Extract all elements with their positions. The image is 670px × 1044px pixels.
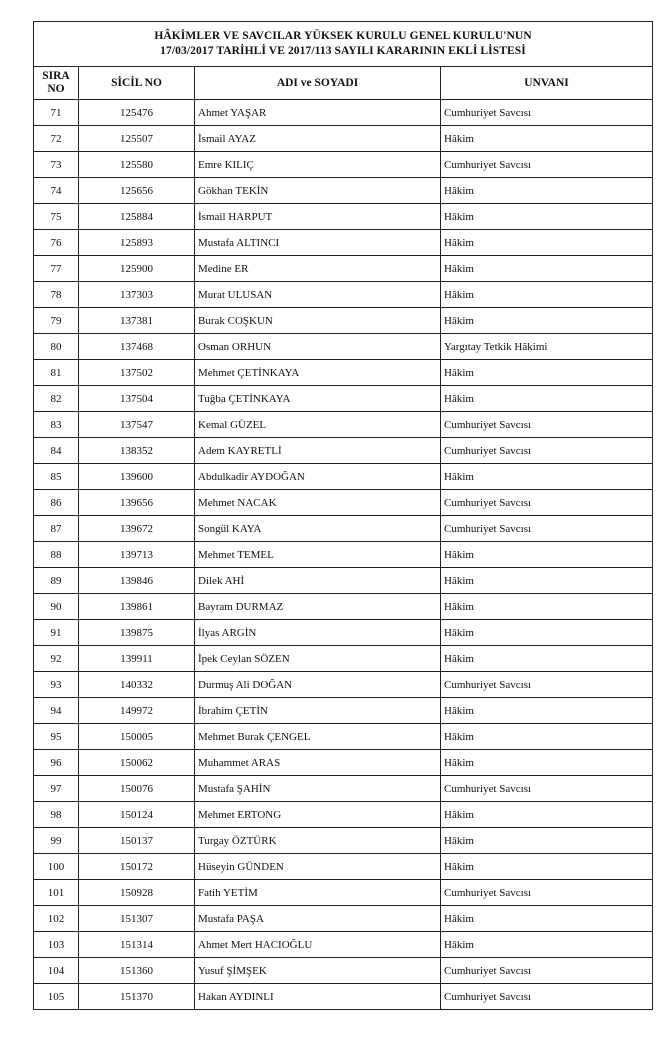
row-sira-no: 79 — [34, 308, 79, 334]
row-sicil-no: 151370 — [79, 984, 195, 1010]
row-name: Durmuş Ali DOĞAN — [195, 672, 441, 698]
document-title — [34, 22, 653, 67]
table-row — [34, 984, 653, 1010]
row-title: Cumhuriyet Savcısı — [441, 152, 653, 178]
row-sira-no: 92 — [34, 646, 79, 672]
row-name: Medine ER — [195, 256, 441, 282]
row-title: Hâkim — [441, 126, 653, 152]
row-sicil-no: 139672 — [79, 516, 195, 542]
row-sira-no: 71 — [34, 100, 79, 126]
table-row — [34, 152, 653, 178]
row-sira-no: 90 — [34, 594, 79, 620]
row-sicil-no: 137303 — [79, 282, 195, 308]
row-title: Hâkim — [441, 360, 653, 386]
table-row — [34, 308, 653, 334]
row-sicil-no: 150076 — [79, 776, 195, 802]
table-row — [34, 568, 653, 594]
row-title: Cumhuriyet Savcısı — [441, 880, 653, 906]
row-title: Cumhuriyet Savcısı — [441, 958, 653, 984]
row-title: Cumhuriyet Savcısı — [441, 438, 653, 464]
table-row — [34, 256, 653, 282]
table-row — [34, 412, 653, 438]
row-name: Songül KAYA — [195, 516, 441, 542]
row-name: Tuğba ÇETİNKAYA — [195, 386, 441, 412]
row-name: Mehmet TEMEL — [195, 542, 441, 568]
table-row — [34, 646, 653, 672]
row-sira-no: 95 — [34, 724, 79, 750]
row-name: Osman ORHUN — [195, 334, 441, 360]
row-sira-no: 76 — [34, 230, 79, 256]
table-row — [34, 230, 653, 256]
row-name: Hüseyin GÜNDEN — [195, 854, 441, 880]
row-name: Mehmet NACAK — [195, 490, 441, 516]
table-row — [34, 360, 653, 386]
personnel-table — [33, 21, 653, 1010]
row-sicil-no: 137468 — [79, 334, 195, 360]
table-row — [34, 776, 653, 802]
title-line-2: 17/03/2017 TARİHLİ VE 2017/113 SAYILI KARARININ EKLİ LİSTESİ — [160, 45, 526, 57]
row-name: Murat ULUSAN — [195, 282, 441, 308]
row-title: Hâkim — [441, 282, 653, 308]
row-name: Ahmet YAŞAR — [195, 100, 441, 126]
row-sira-no: 98 — [34, 802, 79, 828]
table-row — [34, 724, 653, 750]
table-row — [34, 126, 653, 152]
row-sira-no: 103 — [34, 932, 79, 958]
table-row — [34, 542, 653, 568]
row-sicil-no: 149972 — [79, 698, 195, 724]
row-title: Cumhuriyet Savcısı — [441, 490, 653, 516]
row-sira-no: 77 — [34, 256, 79, 282]
row-name: Turgay ÖZTÜRK — [195, 828, 441, 854]
row-name: Mustafa ŞAHİN — [195, 776, 441, 802]
table-row — [34, 880, 653, 906]
table-row — [34, 750, 653, 776]
row-sira-no: 85 — [34, 464, 79, 490]
row-sicil-no: 150005 — [79, 724, 195, 750]
row-sicil-no: 125507 — [79, 126, 195, 152]
row-sicil-no: 139713 — [79, 542, 195, 568]
table-row — [34, 802, 653, 828]
table-row — [34, 516, 653, 542]
row-sira-no: 99 — [34, 828, 79, 854]
row-sira-no: 89 — [34, 568, 79, 594]
row-sira-no: 81 — [34, 360, 79, 386]
row-sira-no: 94 — [34, 698, 79, 724]
table-row — [34, 490, 653, 516]
row-sicil-no: 139600 — [79, 464, 195, 490]
row-name: Mehmet ÇETİNKAYA — [195, 360, 441, 386]
row-sicil-no: 137547 — [79, 412, 195, 438]
row-sira-no: 93 — [34, 672, 79, 698]
row-name: Mustafa PAŞA — [195, 906, 441, 932]
row-sicil-no: 125580 — [79, 152, 195, 178]
row-sicil-no: 137381 — [79, 308, 195, 334]
row-sira-no: 75 — [34, 204, 79, 230]
header-sira-no — [34, 67, 79, 100]
document-page — [33, 21, 652, 1010]
header-sira-line1: SIRA — [42, 70, 70, 82]
row-title: Cumhuriyet Savcısı — [441, 984, 653, 1010]
row-title: Hâkim — [441, 698, 653, 724]
table-row — [34, 828, 653, 854]
table-row — [34, 334, 653, 360]
row-name: İpek Ceylan SÖZEN — [195, 646, 441, 672]
row-sira-no: 82 — [34, 386, 79, 412]
row-sira-no: 78 — [34, 282, 79, 308]
table-row — [34, 672, 653, 698]
row-sicil-no: 125893 — [79, 230, 195, 256]
row-name: Mustafa ALTINCI — [195, 230, 441, 256]
table-row — [34, 698, 653, 724]
row-title: Hâkim — [441, 828, 653, 854]
row-title: Hâkim — [441, 620, 653, 646]
row-sira-no: 101 — [34, 880, 79, 906]
header-sicil-no: SİCİL NO — [79, 67, 195, 100]
row-sicil-no: 125656 — [79, 178, 195, 204]
row-title: Cumhuriyet Savcısı — [441, 100, 653, 126]
row-sira-no: 97 — [34, 776, 79, 802]
table-row — [34, 594, 653, 620]
row-sicil-no: 139875 — [79, 620, 195, 646]
row-sira-no: 88 — [34, 542, 79, 568]
row-title: Hâkim — [441, 230, 653, 256]
row-sira-no: 105 — [34, 984, 79, 1010]
row-title: Hâkim — [441, 594, 653, 620]
row-sicil-no: 138352 — [79, 438, 195, 464]
header-title: UNVANI — [441, 67, 653, 100]
row-sicil-no: 140332 — [79, 672, 195, 698]
row-sira-no: 73 — [34, 152, 79, 178]
row-name: Bayram DURMAZ — [195, 594, 441, 620]
row-name: İsmail HARPUT — [195, 204, 441, 230]
table-row — [34, 464, 653, 490]
row-title: Hâkim — [441, 724, 653, 750]
row-title: Cumhuriyet Savcısı — [441, 412, 653, 438]
row-name: Fatih YETİM — [195, 880, 441, 906]
row-sicil-no: 125476 — [79, 100, 195, 126]
row-title: Hâkim — [441, 386, 653, 412]
row-sicil-no: 137502 — [79, 360, 195, 386]
table-row — [34, 620, 653, 646]
row-title: Hâkim — [441, 802, 653, 828]
row-sicil-no: 150124 — [79, 802, 195, 828]
title-line-1: HÂKİMLER VE SAVCILAR YÜKSEK KURULU GENEL KURULU'NUN — [154, 30, 532, 42]
row-title: Hâkim — [441, 646, 653, 672]
row-sicil-no: 139861 — [79, 594, 195, 620]
row-title: Cumhuriyet Savcısı — [441, 776, 653, 802]
row-sicil-no: 151307 — [79, 906, 195, 932]
row-sicil-no: 151314 — [79, 932, 195, 958]
row-sicil-no: 150137 — [79, 828, 195, 854]
table-row — [34, 178, 653, 204]
row-title: Hâkim — [441, 464, 653, 490]
row-name: Mehmet ERTONG — [195, 802, 441, 828]
row-name: Adem KAYRETLİ — [195, 438, 441, 464]
row-name: İsmail AYAZ — [195, 126, 441, 152]
row-title: Hâkim — [441, 906, 653, 932]
row-name: Kemal GÜZEL — [195, 412, 441, 438]
row-sicil-no: 151360 — [79, 958, 195, 984]
row-sira-no: 100 — [34, 854, 79, 880]
row-title: Hâkim — [441, 256, 653, 282]
row-sira-no: 102 — [34, 906, 79, 932]
row-name: Mehmet Burak ÇENGEL — [195, 724, 441, 750]
row-name: İbrahim ÇETİN — [195, 698, 441, 724]
row-title: Cumhuriyet Savcısı — [441, 516, 653, 542]
row-sicil-no: 137504 — [79, 386, 195, 412]
row-sira-no: 80 — [34, 334, 79, 360]
row-sira-no: 83 — [34, 412, 79, 438]
row-title: Hâkim — [441, 932, 653, 958]
row-sira-no: 104 — [34, 958, 79, 984]
row-sicil-no: 150062 — [79, 750, 195, 776]
header-sira-line2: NO — [47, 83, 65, 95]
row-name: Dilek AHİ — [195, 568, 441, 594]
row-name: Hakan AYDINLI — [195, 984, 441, 1010]
row-title: Hâkim — [441, 542, 653, 568]
row-name: Gökhan TEKİN — [195, 178, 441, 204]
row-title: Hâkim — [441, 854, 653, 880]
row-sicil-no: 125884 — [79, 204, 195, 230]
row-title: Hâkim — [441, 178, 653, 204]
row-sira-no: 74 — [34, 178, 79, 204]
row-title: Hâkim — [441, 308, 653, 334]
row-title: Hâkim — [441, 204, 653, 230]
row-sicil-no: 139656 — [79, 490, 195, 516]
row-name: İlyas ARGİN — [195, 620, 441, 646]
row-name: Ahmet Mert HACIOĞLU — [195, 932, 441, 958]
row-sira-no: 96 — [34, 750, 79, 776]
table-row — [34, 854, 653, 880]
table-row — [34, 438, 653, 464]
row-sicil-no: 139911 — [79, 646, 195, 672]
row-sira-no: 72 — [34, 126, 79, 152]
row-sira-no: 87 — [34, 516, 79, 542]
table-row — [34, 958, 653, 984]
row-name: Muhammet ARAS — [195, 750, 441, 776]
row-sira-no: 84 — [34, 438, 79, 464]
row-title: Hâkim — [441, 750, 653, 776]
row-title: Cumhuriyet Savcısı — [441, 672, 653, 698]
row-sira-no: 86 — [34, 490, 79, 516]
row-sicil-no: 150928 — [79, 880, 195, 906]
row-name: Yusuf ŞİMŞEK — [195, 958, 441, 984]
table-row — [34, 932, 653, 958]
table-row — [34, 386, 653, 412]
row-sicil-no: 125900 — [79, 256, 195, 282]
table-row — [34, 282, 653, 308]
row-title: Yargıtay Tetkik Hâkimi — [441, 334, 653, 360]
table-row — [34, 100, 653, 126]
row-sicil-no: 139846 — [79, 568, 195, 594]
row-title: Hâkim — [441, 568, 653, 594]
row-sicil-no: 150172 — [79, 854, 195, 880]
header-name: ADI ve SOYADI — [195, 67, 441, 100]
table-row — [34, 906, 653, 932]
row-name: Burak COŞKUN — [195, 308, 441, 334]
row-sira-no: 91 — [34, 620, 79, 646]
row-name: Abdulkadir AYDOĞAN — [195, 464, 441, 490]
row-name: Emre KILIÇ — [195, 152, 441, 178]
table-header-row — [34, 67, 653, 100]
table-row — [34, 204, 653, 230]
